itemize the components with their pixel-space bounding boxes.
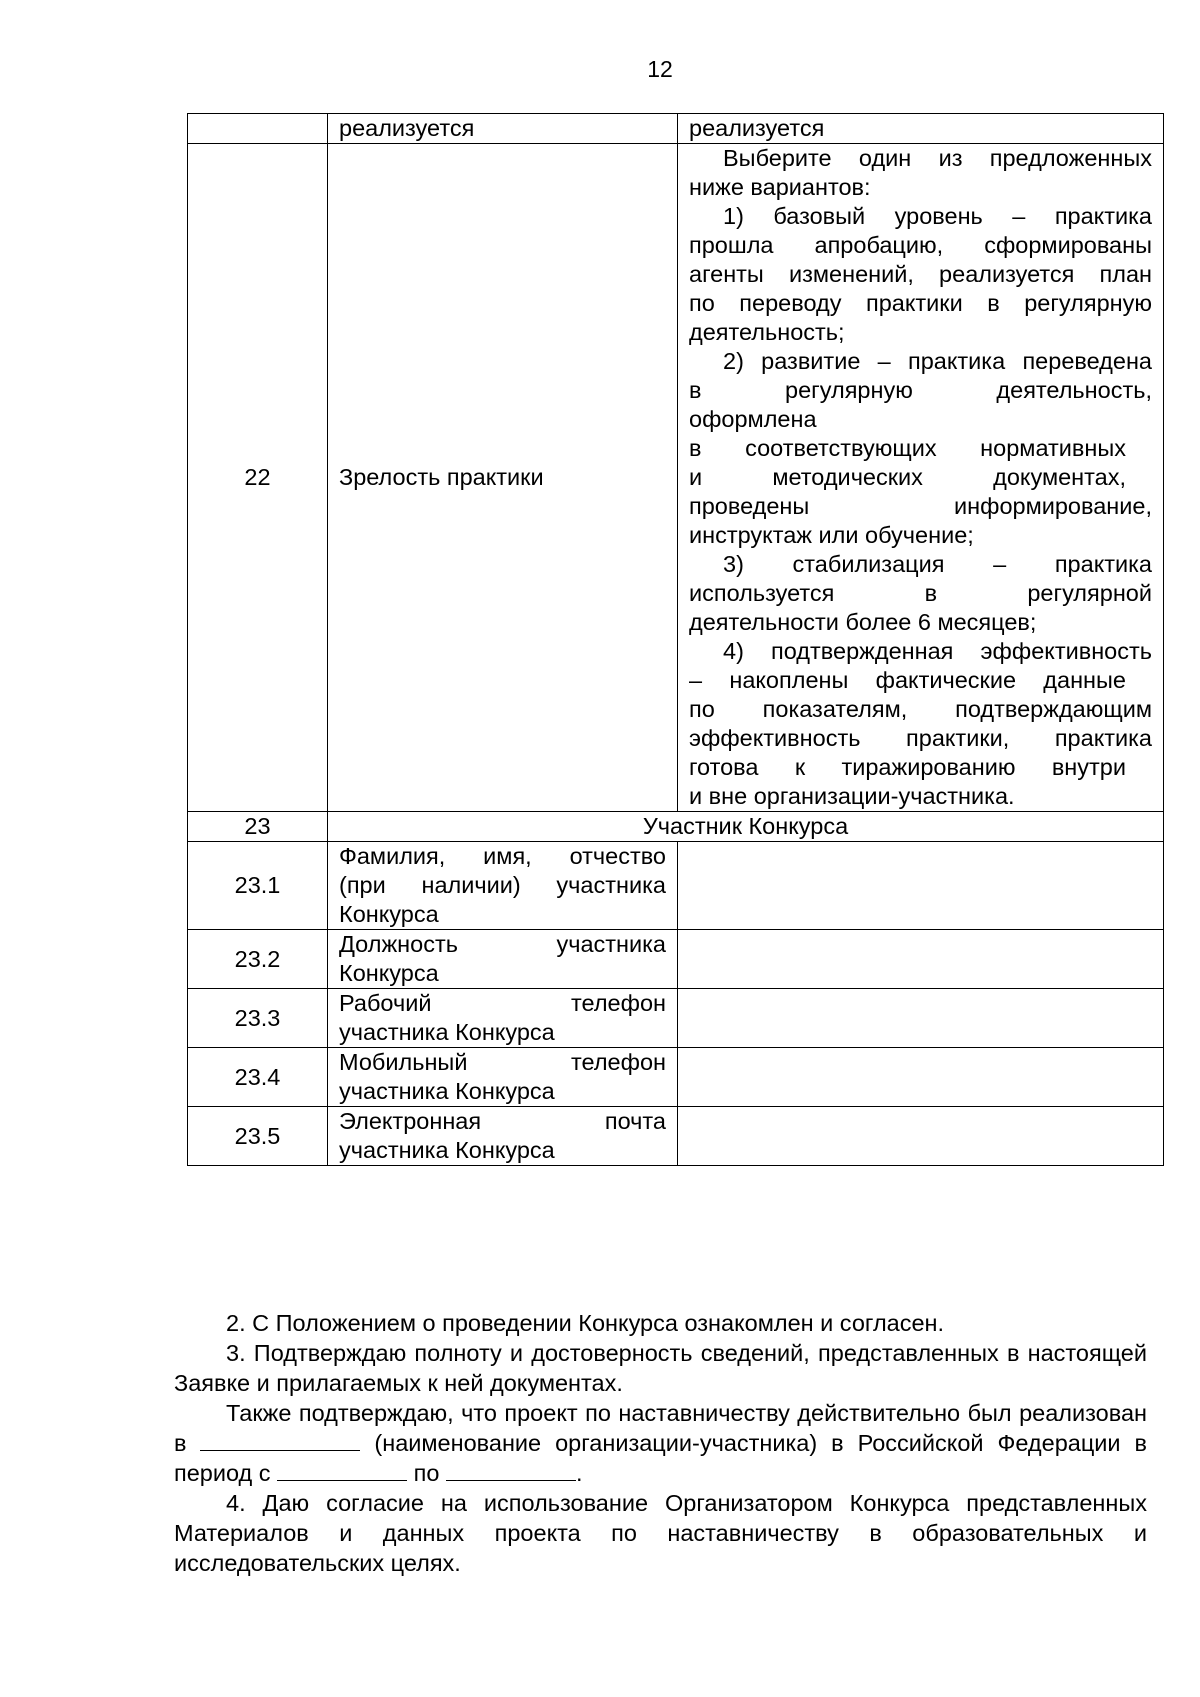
value-cell-empty <box>678 1048 1164 1107</box>
table-row-23-3 <box>188 989 1164 1048</box>
period-end-blank <box>446 1458 576 1481</box>
row-label: Фамилия, имя, отчество (при наличии) участника Конкурса <box>328 842 678 930</box>
organization-blank <box>200 1428 360 1451</box>
row-number-cell <box>188 114 328 144</box>
declaration-text <box>174 1308 1147 1578</box>
row-number: 23.2 <box>188 930 328 989</box>
row-number: 22 <box>188 144 328 812</box>
row-value-cell: реализуется <box>678 114 1164 144</box>
row-label-cell: реализуется <box>328 114 678 144</box>
row-label: Должность участника Конкурса <box>328 930 678 989</box>
table-row <box>188 114 1164 144</box>
maturity-options: Выберите один из предложенных ниже вариантов: 1) базовый уровень – практика прошла апробацию, сформированы агенты изменений, реализуется план по переводу практики в регулярную деятельность; 2) развитие – практика переведена в регулярную деятельность, оформлена в соответствующих нормативных и методических документах, проведены информирование, инструктаж или обучение; 3) стабилизация – практика используется в регулярной деятельности более 6 месяцев; 4) подтвержденная эффективность – накоплены фактические данные по показателям, подтверждающим эффективность практики, практика готова к тиражированию внутри и вне организации-участника. <box>678 144 1164 812</box>
row-number: 23.3 <box>188 989 328 1048</box>
table-row-23-5 <box>188 1107 1164 1166</box>
period-start-blank <box>277 1458 407 1481</box>
value-cell-empty <box>678 842 1164 930</box>
application-table <box>187 113 1164 1166</box>
row-number: 23.1 <box>188 842 328 930</box>
row-number: 23.5 <box>188 1107 328 1166</box>
row-number: 23.4 <box>188 1048 328 1107</box>
paragraph-4: 4. Даю согласие на использование Организатором Конкурса представленных Материалов и данных проекта по наставничеству в образовательных и исследовательских целях. <box>174 1490 1147 1576</box>
paragraph-3: 3. Подтверждаю полноту и достоверность сведений, представленных в настоящей Заявке и прилагаемых к ней документах. <box>174 1340 1147 1396</box>
value-cell-empty <box>678 989 1164 1048</box>
table-row-23-1 <box>188 842 1164 930</box>
value-cell-empty <box>678 930 1164 989</box>
table-row-23 <box>188 812 1164 842</box>
row-label: Рабочий телефон участника Конкурса <box>328 989 678 1048</box>
value-cell-empty <box>678 1107 1164 1166</box>
paragraph-also: Также подтверждаю, что проект по наставничеству действительно был реализован в (наименование организации-участника) в Российской Федерации в период с по . <box>174 1400 1147 1486</box>
table-row-22 <box>188 144 1164 812</box>
paragraph-2: 2. С Положением о проведении Конкурса ознакомлен и согласен. <box>226 1310 945 1336</box>
section-title: Участник Конкурса <box>328 812 1164 842</box>
row-number: 23 <box>188 812 328 842</box>
row-label: Электронная почта участника Конкурса <box>328 1107 678 1166</box>
page-number: 12 <box>647 56 673 82</box>
table-row-23-4 <box>188 1048 1164 1107</box>
row-label: Мобильный телефон участника Конкурса <box>328 1048 678 1107</box>
table-row-23-2 <box>188 930 1164 989</box>
row-label: Зрелость практики <box>328 144 678 812</box>
